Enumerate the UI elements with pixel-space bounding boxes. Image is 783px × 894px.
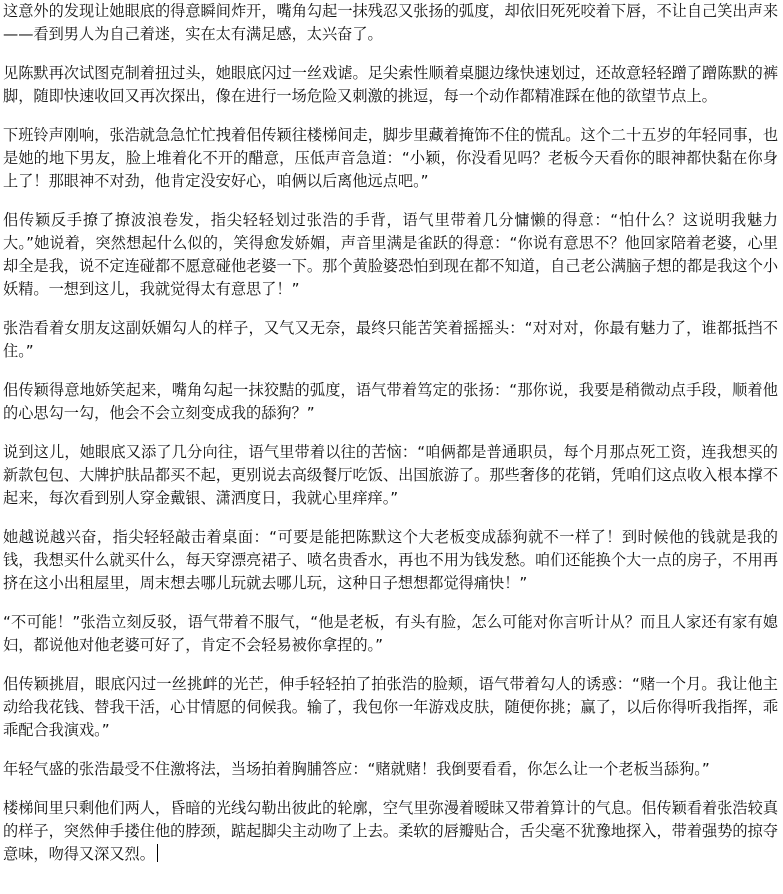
paragraph-12-text: 楼梯间里只剩他们两人，昏暗的光线勾勒出彼此的轮廓，空气里弥漫着暧昧又带着算计的气息。佀传颖看着张浩较真的样子，突然伸手搂住他的脖颈，踮起脚尖主动吻了上去。柔软的唇瓣贴合，舌尖毫不犹豫地探入，带着强势的掠夺意味，吻得又深又烈。: [3, 799, 778, 863]
paragraph-6: 佀传颖得意地娇笑起来，嘴角勾起一抹狡黠的弧度，语气带着笃定的张扬：“那你说，我要是稍微动点手段，顺着他的心思勾一勾，他会不会立刻变成我的舔狗？”: [3, 381, 778, 422]
paragraph-8: 她越说越兴奋，指尖轻轻敲击着桌面：“可要是能把陈默这个大老板变成舔狗就不一样了！到时候他的钱就是我的钱，我想买什么就买什么，每天穿漂亮裙子、喷名贵香水，再也不用为钱发愁。咱们还能换个大一点的房子，不用再挤在这小出租屋里，周末想去哪儿玩就去哪儿玩，这种日子想想都觉得痛快！”: [3, 528, 778, 592]
paragraph-2: 见陈默再次试图克制着扭过头，她眼底闪过一丝戏谑。足尖索性顺着桌腿边缘快速划过，还故意轻轻蹭了蹭陈默的裤脚，随即快速收回又再次探出，像在进行一场危险又刺激的挑逗，每一个动作都精准踩在他的欲望节点上。: [3, 64, 778, 105]
paragraph-12: [3, 797, 778, 866]
paragraph-4: 佀传颖反手撩了撩波浪卷发，指尖轻轻划过张浩的手背，语气里带着几分慵懒的得意：“怕什么？这说明我魅力大。”她说着，突然想起什么似的，笑得愈发娇媚，声音里满是雀跃的得意：“你说有意思不？他回家陪着老婆，心里却全是我，说不定连碰都不愿意碰他老婆一下。那个黄脸婆恐怕到现在都不知道，自己老公满脑子想的都是我这个小妖精。一想到这儿，我就觉得太有意思了！”: [3, 211, 778, 298]
text-cursor: [157, 844, 158, 862]
paragraph-3: 下班铃声刚响，张浩就急急忙忙拽着佀传颖往楼梯间走，脚步里藏着掩饰不住的慌乱。这个二十五岁的年轻同事，也是她的地下男友，脸上堆着化不开的醋意，压低声音急道：“小颖，你没看见吗？老板今天看你的眼神都快黏在你身上了！那眼神不对劲，他肯定没安好心，咱俩以后离他远点吧。”: [3, 126, 778, 190]
paragraph-9: “不可能！”张浩立刻反驳，语气带着不服气，“他是老板，有头有脸，怎么可能对你言听计从？而且人家还有家有媳妇，都说他对他老婆可好了，肯定不会轻易被你拿捏的。”: [3, 613, 778, 654]
paragraph-7: 说到这儿，她眼底又添了几分向往，语气里带着以往的苦恼：“咱俩都是普通职员，每个月那点死工资，连我想买的新款包包、大牌护肤品都买不起，更别说去高级餐厅吃饭、出国旅游了。那些奢侈的花销，凭咱们这点收入根本撑不起来，每次看到别人穿金戴银、潇洒度日，我就心里痒痒。”: [3, 443, 778, 507]
document-body[interactable]: [3, 0, 778, 866]
paragraph-10: 佀传颖挑眉，眼底闪过一丝挑衅的光芒，伸手轻轻拍了拍张浩的脸颊，语气带着勾人的诱惑：“赌一个月。我让他主动给我花钱、替我干活，心甘情愿的伺候我。输了，我包你一年游戏皮肤，随便你挑；赢了，以后你得听我指挥，乖乖配合我演戏。”: [3, 675, 778, 739]
paragraph-11: 年轻气盛的张浩最受不住激将法，当场拍着胸脯答应：“赌就赌！我倒要看看，你怎么让一个老板当舔狗。”: [3, 760, 710, 778]
paragraph-5: 张浩看着女朋友这副妖媚勾人的样子，又气又无奈，最终只能苦笑着摇摇头：“对对对，你最有魅力了，谁都抵挡不住。”: [3, 319, 778, 360]
paragraph-1: 这意外的发现让她眼底的得意瞬间炸开，嘴角勾起一抹残忍又张扬的弧度，却依旧死死咬着下唇，不让自己笑出声来——看到男人为自己着迷，实在太有满足感，太兴奋了。: [3, 2, 778, 43]
